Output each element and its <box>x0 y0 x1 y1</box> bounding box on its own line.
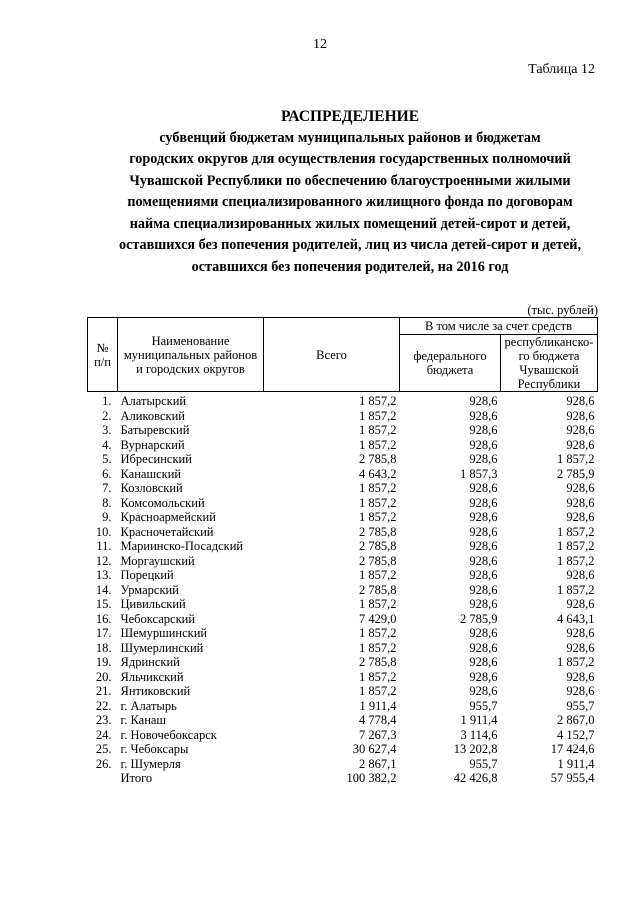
table-row <box>88 525 598 540</box>
cell-federal: 928,6 <box>469 539 498 553</box>
cell-num: 26. <box>95 756 112 771</box>
cell-federal: 42 426,8 <box>453 771 498 785</box>
cell-republic: 928,6 <box>566 669 595 684</box>
cell-federal: 928,6 <box>469 655 498 669</box>
cell-num: 13. <box>95 568 112 582</box>
cell-total: 2 785,8 <box>359 524 397 539</box>
table-row <box>88 467 598 482</box>
cell-name: г. Алатырь <box>120 698 177 713</box>
cell-federal: 928,6 <box>469 481 498 495</box>
cell-name: Комсомольский <box>120 495 205 510</box>
cell-federal: 3 114,6 <box>460 727 498 742</box>
cell-total: 2 785,8 <box>359 655 397 669</box>
cell-name: Батыревский <box>120 423 190 437</box>
units-note: (тыс. рублей) <box>527 303 598 317</box>
cell-republic: 4 643,1 <box>557 611 595 626</box>
cell-total: 7 429,0 <box>359 611 397 626</box>
table-row <box>88 757 598 772</box>
table-row <box>88 742 598 757</box>
cell-total: 30 627,4 <box>352 742 397 756</box>
cell-name: Цивильский <box>120 597 186 611</box>
cell-num: 7. <box>102 481 112 495</box>
cell-num: 18. <box>95 640 112 655</box>
table-label: Таблица 12 <box>528 62 595 77</box>
cell-republic: 4 152,7 <box>557 727 595 742</box>
table-row <box>88 713 598 728</box>
cell-name: Шемуршинский <box>120 626 208 640</box>
cell-total: 4 643,2 <box>359 466 397 481</box>
cell-num: 23. <box>95 713 112 727</box>
page-number: 12 <box>313 37 327 52</box>
cell-republic: 1 857,2 <box>557 524 595 539</box>
cell-name: Урмарский <box>120 582 179 597</box>
header-total: Всего <box>264 318 400 392</box>
table-row <box>88 583 598 598</box>
header-including: В том числе за счет средств <box>400 318 598 335</box>
cell-federal: 928,6 <box>469 510 498 524</box>
cell-republic: 955,7 <box>566 698 595 713</box>
cell-republic: 928,6 <box>566 495 595 510</box>
cell-num: 5. <box>102 452 112 466</box>
table-row <box>88 409 598 424</box>
table-row <box>88 438 598 453</box>
header-num: № п/п <box>88 318 118 392</box>
table-row <box>88 392 598 409</box>
cell-name: Яльчикский <box>120 669 184 684</box>
table-row <box>88 510 598 525</box>
table-row <box>88 568 598 583</box>
table-row <box>88 481 598 496</box>
cell-name: Козловский <box>120 481 183 495</box>
cell-federal: 955,7 <box>469 756 498 771</box>
cell-republic: 1 857,2 <box>557 539 595 553</box>
cell-total: 1 857,2 <box>359 684 397 698</box>
cell-republic: 928,6 <box>566 423 595 437</box>
cell-name: Вурнарский <box>120 437 185 452</box>
cell-republic: 928,6 <box>566 481 595 495</box>
cell-num: 6. <box>102 466 112 481</box>
distribution-table <box>87 317 598 786</box>
cell-federal: 1 857,3 <box>460 466 498 481</box>
table-row <box>88 554 598 569</box>
cell-total: 7 267,3 <box>359 727 397 742</box>
cell-total: 2 867,1 <box>359 756 397 771</box>
cell-num: 15. <box>95 597 112 611</box>
cell-federal: 2 785,9 <box>460 611 498 626</box>
title-line: помещениями специализированного жилищного фонда по договорам <box>127 194 573 210</box>
cell-num: 8. <box>102 495 112 510</box>
cell-federal: 928,6 <box>469 626 498 640</box>
table-row <box>88 641 598 656</box>
cell-name: Алатырский <box>120 394 187 408</box>
table-row <box>88 612 598 627</box>
cell-federal: 928,6 <box>469 495 498 510</box>
cell-total: 1 857,2 <box>359 510 397 524</box>
cell-name: Янтиковский <box>120 684 191 698</box>
cell-federal: 928,6 <box>469 524 498 539</box>
cell-total: 2 785,8 <box>359 582 397 597</box>
cell-republic: 928,6 <box>566 408 595 423</box>
cell-republic: 17 424,6 <box>550 742 595 756</box>
cell-num: 10. <box>95 524 112 539</box>
cell-num: 1. <box>102 394 112 408</box>
cell-name: г. Шумерля <box>120 756 181 771</box>
title-line: городских округов для осуществления государственных полномочий <box>129 151 571 167</box>
document-title <box>60 106 640 278</box>
cell-republic: 57 955,4 <box>550 771 595 785</box>
cell-federal: 928,6 <box>469 394 498 408</box>
cell-name: Шумерлинский <box>120 640 204 655</box>
cell-total: 1 857,2 <box>359 568 397 582</box>
cell-total: 2 785,8 <box>359 553 397 568</box>
title-line: оставшихся без попечения родителей, на 2016 год <box>191 258 509 275</box>
cell-name: Чебоксарский <box>120 611 196 626</box>
cell-name: Ядринский <box>120 655 180 669</box>
cell-total: 1 857,2 <box>359 640 397 655</box>
table-row <box>88 626 598 641</box>
header-name: Наименование муниципальных районов и городских округов <box>118 318 264 392</box>
cell-republic: 928,6 <box>566 437 595 452</box>
cell-federal: 928,6 <box>469 452 498 466</box>
cell-federal: 928,6 <box>469 423 498 437</box>
cell-republic: 1 857,2 <box>557 452 595 466</box>
cell-total: 1 857,2 <box>359 495 397 510</box>
cell-republic: 928,6 <box>566 510 595 524</box>
cell-federal: 928,6 <box>469 553 498 568</box>
table-body <box>88 392 598 786</box>
cell-republic: 928,6 <box>566 626 595 640</box>
cell-republic: 928,6 <box>566 640 595 655</box>
cell-num <box>88 771 118 786</box>
cell-republic: 928,6 <box>566 597 595 611</box>
cell-total: 1 857,2 <box>359 408 397 423</box>
cell-name: г. Канаш <box>120 713 167 727</box>
table-row <box>88 771 598 786</box>
cell-federal: 928,6 <box>469 437 498 452</box>
cell-name: Красночетайский <box>120 524 214 539</box>
cell-total: 4 778,4 <box>359 713 397 727</box>
cell-name: г. Чебоксары <box>120 742 189 756</box>
cell-total: 2 785,8 <box>359 539 397 553</box>
cell-name: Красноармейский <box>120 510 216 524</box>
table-row <box>88 423 598 438</box>
cell-total: 1 857,2 <box>359 626 397 640</box>
table-row <box>88 728 598 743</box>
cell-num: 14. <box>95 582 112 597</box>
cell-republic: 1 911,4 <box>557 756 595 771</box>
cell-total: 1 857,2 <box>359 669 397 684</box>
cell-num: 22. <box>95 698 112 713</box>
title-line: найма специализированных жилых помещений детей-сирот и детей, <box>129 215 571 232</box>
cell-federal: 13 202,8 <box>453 742 498 756</box>
cell-num: 2. <box>102 408 112 423</box>
table-row <box>88 670 598 685</box>
cell-federal: 928,6 <box>469 582 498 597</box>
cell-total: 1 857,2 <box>359 437 397 452</box>
title-line: оставшихся без попечения родителей, лиц из числа детей-сирот и детей, <box>118 237 582 253</box>
cell-num: 4. <box>102 437 112 452</box>
cell-federal: 928,6 <box>469 568 498 582</box>
cell-total: 1 857,2 <box>359 597 397 611</box>
cell-name: Итого <box>120 771 153 785</box>
cell-name: Порецкий <box>120 568 174 582</box>
cell-republic: 2 867,0 <box>557 713 595 727</box>
cell-federal: 955,7 <box>469 698 498 713</box>
cell-num: 21. <box>95 684 112 698</box>
cell-republic: 2 785,9 <box>557 466 595 481</box>
cell-name: Канашский <box>120 466 182 481</box>
cell-num: 19. <box>95 655 112 669</box>
table-row <box>88 684 598 699</box>
cell-total: 1 857,2 <box>359 423 397 437</box>
cell-federal: 928,6 <box>469 640 498 655</box>
header-republic: республиканско-го бюджета Чувашской Республики <box>501 335 598 392</box>
cell-total: 1 857,2 <box>359 394 397 408</box>
table-row <box>88 539 598 554</box>
cell-republic: 928,6 <box>566 568 595 582</box>
cell-num: 16. <box>95 611 112 626</box>
cell-name: г. Новочебоксарск <box>120 727 217 742</box>
table-row <box>88 699 598 714</box>
cell-republic: 1 857,2 <box>557 582 595 597</box>
cell-total: 2 785,8 <box>359 452 397 466</box>
cell-total: 1 911,4 <box>359 698 397 713</box>
cell-republic: 1 857,2 <box>557 553 595 568</box>
title-line: субвенций бюджетам муниципальных районов и бюджетам <box>159 129 541 146</box>
cell-total: 1 857,2 <box>359 481 397 495</box>
cell-federal: 1 911,4 <box>460 713 498 727</box>
cell-num: 9. <box>102 510 112 524</box>
cell-federal: 928,6 <box>469 684 498 698</box>
title-heading: РАСПРЕДЕЛЕНИЕ <box>280 108 420 125</box>
table-row <box>88 452 598 467</box>
cell-republic: 1 857,2 <box>557 655 595 669</box>
header-federal: федерального бюджета <box>400 335 501 392</box>
cell-federal: 928,6 <box>469 408 498 423</box>
table-row <box>88 655 598 670</box>
cell-republic: 928,6 <box>566 684 595 698</box>
cell-federal: 928,6 <box>469 669 498 684</box>
cell-total: 100 382,2 <box>346 771 397 785</box>
cell-num: 20. <box>95 669 112 684</box>
cell-num: 11. <box>96 539 112 553</box>
cell-name: Аликовский <box>120 408 185 423</box>
cell-name: Ибресинский <box>120 452 192 466</box>
table-row <box>88 496 598 511</box>
cell-name: Мариинско-Посадский <box>120 539 244 553</box>
cell-num: 24. <box>95 727 112 742</box>
cell-num: 3. <box>102 423 112 437</box>
cell-republic: 928,6 <box>566 394 595 408</box>
cell-num: 17. <box>95 626 112 640</box>
cell-name: Моргаушский <box>120 553 195 568</box>
cell-federal: 928,6 <box>469 597 498 611</box>
title-line: Чувашской Республики по обеспечению благоустроенными жилыми <box>129 172 571 189</box>
cell-num: 12. <box>95 553 112 568</box>
cell-num: 25. <box>95 742 112 756</box>
table-row <box>88 597 598 612</box>
